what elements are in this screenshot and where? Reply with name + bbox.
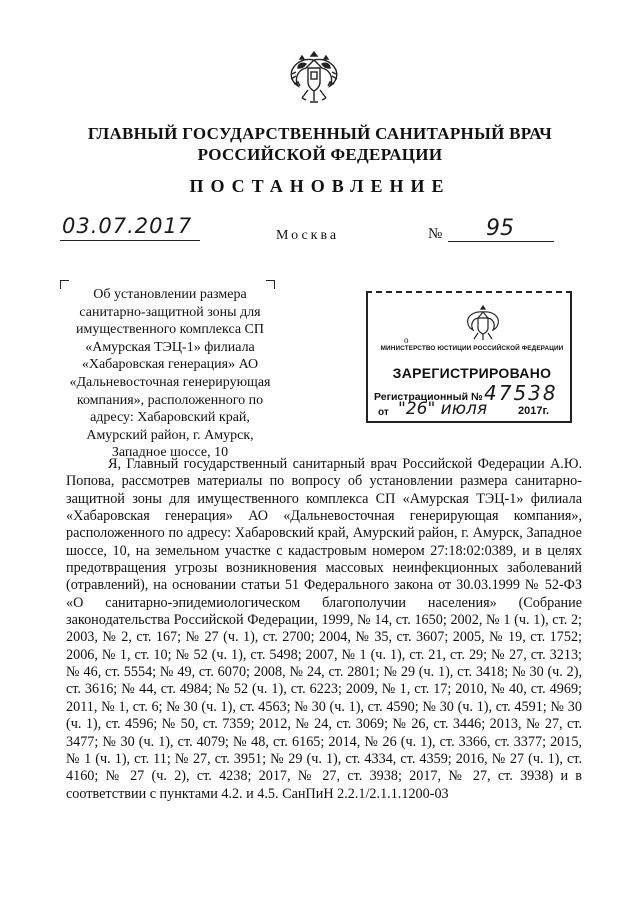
decree-date: 03.07.2017	[62, 214, 193, 238]
emblem-icon	[284, 46, 344, 108]
document-type: ПОСТАНОВЛЕНИЕ	[189, 176, 451, 196]
stamp-reg-date: "26" июля	[398, 399, 488, 419]
date-underline	[60, 240, 200, 241]
decree-body-text: Я, Главный государственный санитарный врач Российской Федерации А.Ю. Попова, рассмотрев материалы по вопросу об установлении размера санитарно-защитной зоны для имущественного комплекса СП «Амурская ТЭЦ-1» филиала «Хабаровская генерация» АО «Дальневосточная генерирующая компания», расположенного по адресу: Хабаровский край, Амурский район, г. Амурск, Западное шоссе, 10, на земельном участке с кадастровым номером 27:18:02:0389, и в целях предотвращения угрозы возникновения массовых неинфекционных заболеваний (отравлений), на основании статьи 51 Федерального закона от 30.03.1999 № 52-ФЗ «О санитарно-эпидемиологическом благополучии населения» (Собрание законодательства Российской Федерации, 1999, № 14, ст. 1650; 2002, № 1 (ч. 1), ст. 2; 2003, № 2, ст. 167; № 27 (ч. 1), ст. 2700; 2004, № 35, ст. 3607; 2005, № 19, ст. 1752; 2006, № 1, ст. 10; № 52 (ч. 1), ст. 5498; 2007, № 1 (ч. 1), ст. 21, ст. 29; № 27, ст. 3213; № 46, ст. 5554; № 49, ст. 6070; 2008, № 24, ст. 2801; № 29 (ч. 1), ст. 3418; № 30 (ч. 2), ст. 3616; № 44, ст. 4984; № 52 (ч. 1), ст. 6223; 2009, № 1, ст. 17; 2010, № 40, ст. 4969; 2011, № 1, ст. 6; № 30 (ч. 1), ст. 4563; № 30 (ч. 1), ст. 4590; № 30 (ч. 1), ст. 4591; № 30 (ч. 1), ст. 4596; № 50, ст. 7359; 2012, № 24, ст. 3069; № 26, ст. 3446; 2013, № 27, ст. 3477; № 30 (ч. 1), ст. 4079; № 48, ст. 6165; 2014, № 26 (ч. 1), ст. 3366, ст. 3377; 2015, № 1 (ч. 1), ст. 11; № 27, ст. 3951; № 29 (ч. 1), ст. 4334, ст. 4359; 2016, № 27 (ч. 1), ст. 4160; № 27 (ч. 2), ст. 4238; 2017, № 27, ст. 3938; 2017, № 27, ст. 3938) и в соответствии с пунктами 4.2. и 4.5. СанПиН 2.2.1/2.1.1.1200-03	[66, 456, 582, 802]
stamp-from-label: от	[378, 407, 389, 418]
stamp-reg-number: 47538	[484, 381, 558, 405]
issuer-country: РОССИЙСКОЙ ФЕДЕРАЦИИ	[197, 145, 443, 164]
registration-stamp	[366, 291, 572, 423]
stamp-reg-year: 2017г.	[518, 405, 550, 417]
issuer-title: ГЛАВНЫЙ ГОСУДАРСТВЕННЫЙ САНИТАРНЫЙ ВРАЧ	[87, 124, 553, 143]
eagle-stamp-icon	[462, 303, 504, 343]
number-underline	[448, 241, 554, 242]
stamp-mark: о	[404, 335, 409, 345]
stamp-registered: ЗАРЕГИСТРИРОВАНО	[392, 365, 552, 381]
decree-number: 95	[486, 216, 514, 241]
decree-subject: Об установлении размера санитарно-защитной зоны для имущественного комплекса СП «Амурская ТЭЦ-1» филиала «Хабаровская генерация» АО «Дальневосточная генерирующая компания», расположенного по адресу: Хабаровский край, Амурский район, г. Амурск, Западное шоссе, 10	[69, 287, 271, 461]
stamp-ministry: МИНИСТЕРСТВО ЮСТИЦИИ РОССИЙСКОЙ ФЕДЕРАЦИИ	[380, 345, 564, 352]
city-label: Москва	[276, 228, 340, 243]
stamp-reg-label: Регистрационный №	[374, 391, 483, 403]
number-label: №	[428, 226, 443, 242]
